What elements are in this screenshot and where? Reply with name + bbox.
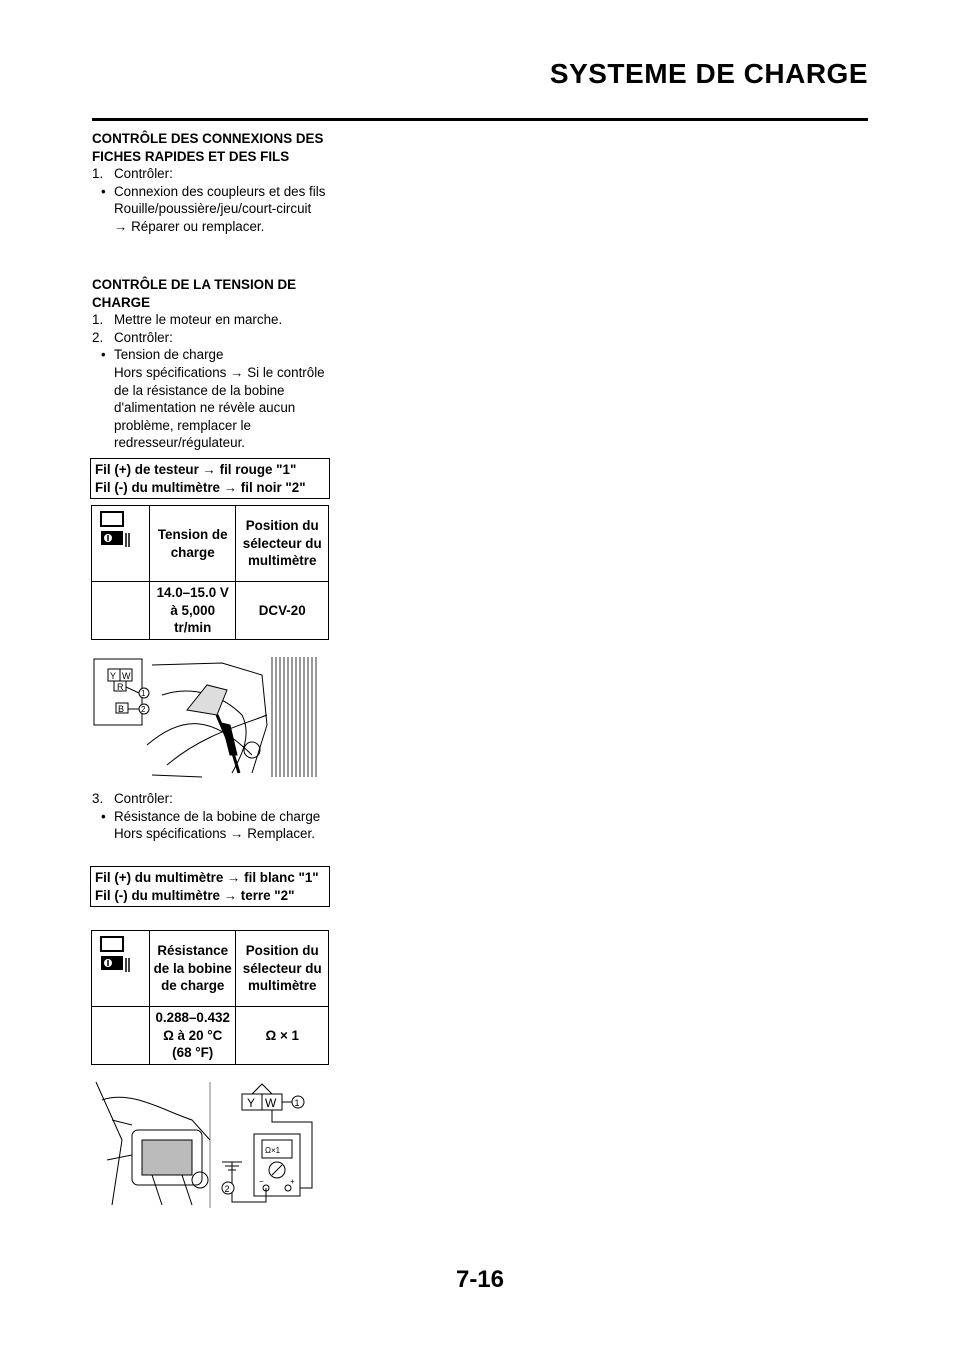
callout-1: 1 (294, 1098, 300, 1108)
value-cell: Ω × 1 (236, 1007, 329, 1065)
bullet-item: • Tension de charge (101, 347, 224, 363)
value-cell: DCV-20 (236, 582, 329, 640)
detail-text: Hors spécifications → Si le contrôle de la résistance de la bobine d'alimentation ne révèle aucun problème, remplacer le redresseur/régulateur. (114, 364, 325, 451)
probe-info-box (90, 866, 330, 907)
wire-label-w: W (265, 1096, 277, 1110)
probe-line-positive: Fil (+) du multimètre → fil blanc "1" (95, 870, 319, 885)
callout-2: 2 (141, 705, 146, 714)
probe-line-negative: Fil (-) du multimètre → fil noir "2" (95, 479, 306, 495)
detail-text: Rouille/poussière/jeu/court-circuit (114, 201, 312, 217)
wire-label-b: B (118, 704, 125, 714)
plus-terminal: + (290, 1177, 295, 1186)
bullet-item: • Connexion des coupleurs et des fils (101, 183, 326, 199)
header-cell: Position du sélecteur du multimètre (236, 506, 329, 582)
step-2: 2. Contrôler: (92, 329, 173, 345)
spec-table-resistance (91, 930, 329, 1065)
meter-range-label: Ω×1 (265, 1146, 281, 1155)
voltage-test-figure (92, 655, 320, 779)
minus-terminal: − (259, 1177, 264, 1186)
page-title: SYSTEME DE CHARGE (549, 58, 868, 89)
empty-cell (92, 1007, 150, 1065)
engine-drawing (96, 1082, 210, 1208)
resistance-test-figure (92, 1080, 320, 1210)
multimeter-icon (100, 511, 130, 549)
value-cell: 0.288–0.432 Ω à 20 °C (68 °F) (149, 1007, 235, 1065)
section-heading: CONTRÔLE DE LA TENSION DE CHARGE (92, 277, 297, 310)
wire-label-y: Y (247, 1096, 256, 1110)
spec-table-voltage (91, 505, 329, 640)
callout-2: 2 (224, 1184, 230, 1194)
probe-line-positive: Fil (+) de testeur → fil rouge "1" (95, 462, 297, 477)
section-charging-voltage (92, 276, 332, 452)
engine-drawing (147, 663, 267, 777)
wire-label-w: W (122, 671, 131, 681)
detail-text: Hors spécifications → Remplacer. (114, 826, 315, 842)
radiator-fins (272, 657, 316, 777)
step-1: 1. Mettre le moteur en marche. (92, 312, 283, 328)
bullet-item: • Résistance de la bobine de charge (101, 808, 321, 824)
header-cell: Position du sélecteur du multimètre (236, 931, 329, 1007)
multimeter-icon-cell (92, 506, 150, 582)
probe-line-negative: Fil (-) du multimètre → terre "2" (95, 887, 295, 903)
section-coil-resistance (92, 790, 332, 843)
probe-info-box (90, 458, 330, 499)
empty-cell (92, 582, 150, 640)
header-divider (92, 118, 868, 121)
wire-label-y: Y (110, 671, 117, 681)
step-3: 3. Contrôler: (92, 791, 173, 806)
multimeter-icon-cell (92, 931, 150, 1007)
action-text: → Réparer ou remplacer. (114, 218, 265, 234)
header-cell: Tension de charge (149, 506, 235, 582)
section-heading: CONTRÔLE DES CONNEXIONS DES FICHES RAPIDES ET DES FILS (92, 131, 324, 164)
step-1: 1. Contrôler: (92, 166, 173, 182)
callout-1: 1 (141, 689, 146, 698)
header-cell: Résistance de la bobine de charge (149, 931, 235, 1007)
value-cell: 14.0–15.0 V à 5,000 tr/min (149, 582, 235, 640)
section-connections (92, 130, 332, 236)
page-number: 7-16 (455, 1266, 505, 1293)
multimeter-icon (100, 936, 130, 974)
wire-label-r: R (117, 682, 124, 692)
